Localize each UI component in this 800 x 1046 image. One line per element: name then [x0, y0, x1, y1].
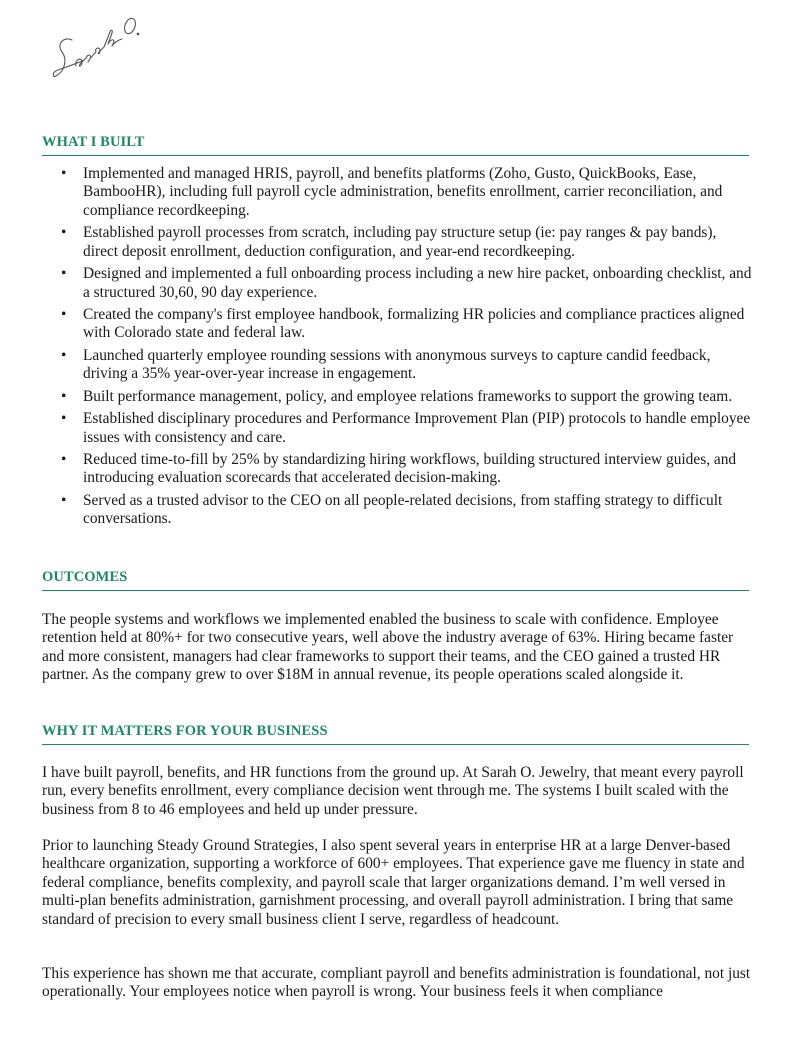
why-it-matters-paragraph-1: I have built payroll, benefits, and HR functions from the ground up. At Sarah O. Jewelry, that meant every payroll run, every benefits enrollment, every compliance decision went through me. The systems I built scaled with the business from 8 to 46 employees and held up under pressure. [42, 764, 744, 818]
section-heading-why-it-matters: WHY IT MATTERS FOR YOUR BUSINESS [42, 723, 749, 745]
list-item: • Built performance management, policy, and employee relations frameworks to support the growing team. [42, 388, 754, 406]
signature-logo-icon [50, 14, 150, 84]
why-it-matters-paragraph-2: Prior to launching Steady Ground Strategies, I also spent several years in enterprise HR at a large Denver-based healthcare organization, supporting a workforce of 600+ employees. That experience gave me fluency in state and federal compliance, benefits complexity, and payroll scale that larger organizations demand. I’m well versed in multi-plan benefits administration, garnishment processing, and overall payroll administration. I bring that same standard of precision to every small business client I serve, regardless of headcount. [42, 837, 745, 928]
signature-logo [50, 14, 150, 84]
list-item: • Launched quarterly employee rounding sessions with anonymous surveys to capture candid feedback, driving a 35% year-over-year increase in engagement. [42, 347, 754, 384]
section-heading-what-i-built: WHAT I BUILT [42, 134, 749, 156]
outcomes-paragraph: The people systems and workflows we implemented enabled the business to scale with confidence. Employee retention held at 80%+ for two consecutive years, well above the industry average of 63%. Hiring became faster and more consistent, managers had clear frameworks to support their teams, and the CEO gained a trusted HR partner. As the company grew to over $18M in annual revenue, its people operations scaled alongside it. [42, 611, 734, 684]
list-item: • Established disciplinary procedures and Performance Improvement Plan (PIP) protocols to handle employee issues with consistency and care. [42, 410, 754, 447]
list-item: • Created the company's first employee handbook, formalizing HR policies and compliance practices aligned with Colorado state and federal law. [42, 306, 754, 343]
section-heading-outcomes: OUTCOMES [42, 569, 749, 591]
what-i-built-list [42, 165, 754, 533]
why-it-matters-paragraph-3: This experience has shown me that accurate, compliant payroll and benefits administration is foundational, not just operationally. Your employees notice when payroll is wrong. Your business feels it when compliance [42, 965, 751, 1001]
list-item: • Established payroll processes from scratch, including pay structure setup (ie: pay ranges & pay bands), direct deposit enrollment, deduction configuration, and year-end recordkeeping. [42, 224, 754, 261]
list-item: • Reduced time-to-fill by 25% by standardizing hiring workflows, building structured interview guides, and introducing evaluation scorecards that accelerated decision-making. [42, 451, 754, 488]
list-item: • Designed and implemented a full onboarding process including a new hire packet, onboarding checklist, and a structured 30,60, 90 day experience. [42, 265, 754, 302]
list-item: • Implemented and managed HRIS, payroll, and benefits platforms (Zoho, Gusto, QuickBooks, Ease, BambooHR), including full payroll cycle administration, benefits enrollment, carrier reconciliation, and compliance recordkeeping. [42, 165, 754, 220]
list-item: • Served as a trusted advisor to the CEO on all people-related decisions, from staffing strategy to difficult conversations. [42, 492, 754, 529]
